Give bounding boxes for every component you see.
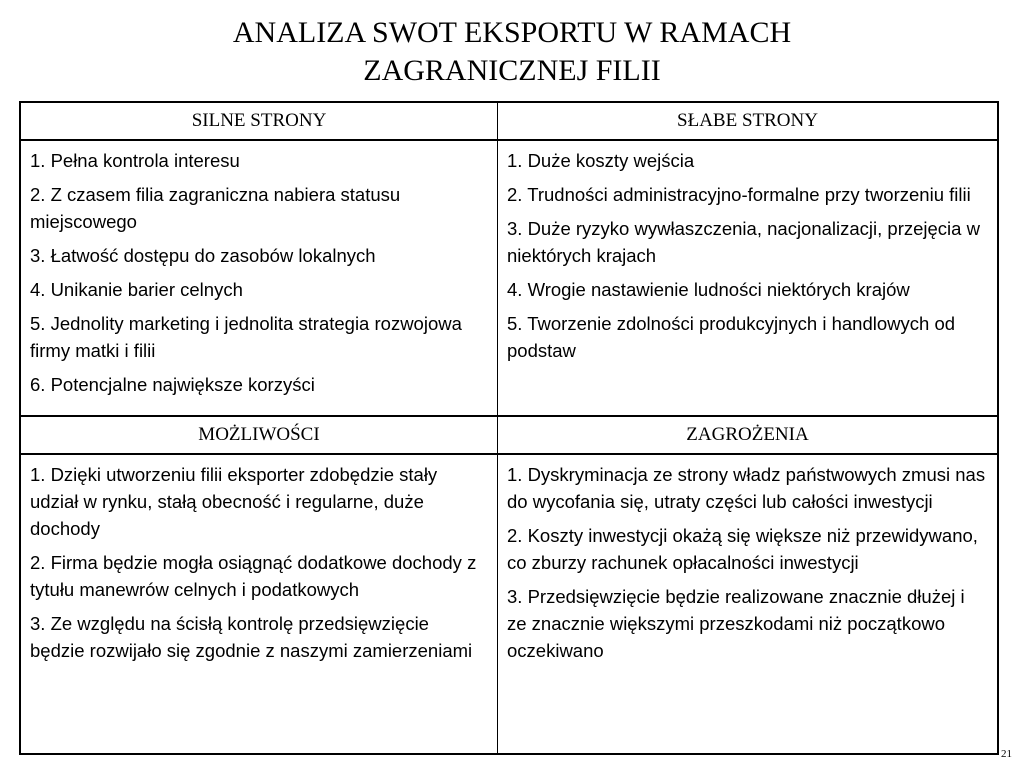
- weakness-item: 4. Wrogie nastawienie ludności niektórych krajów: [507, 279, 910, 300]
- threat-item: 1. Dyskryminacja ze strony władz państwowych zmusi nas do wycofania się, utraty części lub całości inwestycji: [507, 464, 986, 512]
- strength-item: 6. Potencjalne największe korzyści: [30, 374, 315, 395]
- swot-body-row-top: [20, 140, 998, 416]
- opportunities-cell: [20, 454, 498, 754]
- swot-body-row-bottom: [20, 454, 998, 754]
- threat-item: 3. Przedsięwzięcie będzie realizowane znacznie dłużej i ze znacznie większymi przeszkodami niż początkowo oczekiwano: [507, 586, 965, 661]
- strength-item: 4. Unikanie barier celnych: [30, 279, 243, 300]
- swot-table: [19, 101, 999, 755]
- weakness-item: 3. Duże ryzyko wywłaszczenia, nacjonalizacji, przejęcia w niektórych krajach: [507, 218, 980, 266]
- opportunity-item: 1. Dzięki utworzeniu filii eksporter zdobędzie stały udział w rynku, stałą obecność i regularne, duże dochody: [30, 464, 438, 539]
- threats-header: ZAGROŻENIA: [498, 416, 999, 454]
- opportunity-item: 3. Ze względu na ścisłą kontrolę przedsięwzięcie będzie rozwijało się zgodnie z naszymi zamierzeniami: [30, 613, 473, 661]
- threat-item: 2. Koszty inwestycji okażą się większe niż przewidywano, co zburzy rachunek opłacalności inwestycji: [507, 525, 978, 573]
- slide-title-line-2: ZAGRANICZNEJ FILII: [363, 54, 661, 87]
- strengths-header: SILNE STRONY: [20, 102, 498, 140]
- strength-item: 5. Jednolity marketing i jednolita strategia rozwojowa firmy matki i filii: [30, 313, 462, 361]
- slide-title: [0, 14, 1024, 90]
- strength-item: 2. Z czasem filia zagraniczna nabiera statusu miejscowego: [30, 184, 401, 232]
- weaknesses-cell: [498, 140, 999, 416]
- threats-list: [498, 455, 997, 675]
- weaknesses-header: SŁABE STRONY: [498, 102, 999, 140]
- weakness-item: 2. Trudności administracyjno-formalne przy tworzeniu filii: [507, 184, 971, 205]
- weakness-item: 5. Tworzenie zdolności produkcyjnych i handlowych od podstaw: [507, 313, 956, 361]
- strength-item: 1. Pełna kontrola interesu: [30, 150, 240, 171]
- weakness-item: 1. Duże koszty wejścia: [507, 150, 695, 171]
- opportunity-item: 2. Firma będzie mogła osiągnąć dodatkowe dochody z tytułu manewrów celnych i podatkowych: [30, 552, 477, 600]
- opportunities-header: MOŻLIWOŚCI: [20, 416, 498, 454]
- weaknesses-list: [498, 141, 997, 375]
- swot-header-row-bottom: [20, 416, 998, 454]
- opportunities-list: [21, 455, 497, 675]
- strengths-list: [21, 141, 497, 409]
- strengths-cell: [20, 140, 498, 416]
- swot-header-row-top: [20, 102, 998, 140]
- threats-cell: [498, 454, 999, 754]
- strength-item: 3. Łatwość dostępu do zasobów lokalnych: [30, 245, 376, 266]
- page-number: 21: [1001, 748, 1012, 760]
- slide-title-line-1: ANALIZA SWOT EKSPORTU W RAMACH: [232, 16, 792, 49]
